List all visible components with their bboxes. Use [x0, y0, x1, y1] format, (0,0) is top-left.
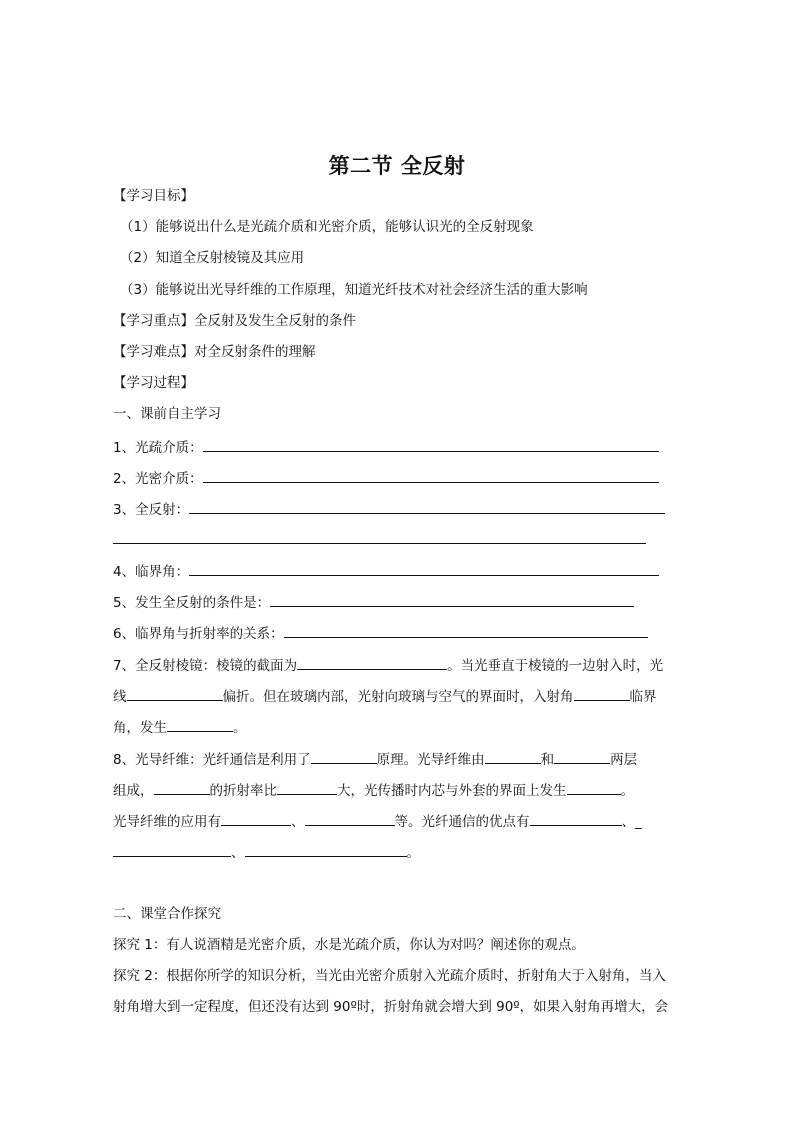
objectives-header: 【学习目标】 [113, 188, 194, 204]
q8-text-14: 。 [406, 845, 420, 861]
answer-blank-6[interactable] [284, 623, 648, 638]
objective-item-2: （2）知道全反射棱镜及其应用 [120, 250, 305, 266]
question-7-line-2 [113, 686, 657, 706]
question-8-line-2 [113, 780, 634, 800]
q8-text-5: 组成， [113, 783, 154, 799]
q8-text-10: 、 [291, 814, 305, 830]
question-4-label: 4、临界角： [113, 564, 190, 580]
q7-blank-prism-section[interactable] [297, 655, 447, 670]
q8-blank-core[interactable] [154, 780, 210, 795]
q7-blank-deflection[interactable] [127, 686, 223, 701]
answer-blank-5[interactable] [270, 592, 634, 607]
q7-text-1: 7、全反射棱镜：棱镜的截面为 [113, 658, 298, 674]
question-2-label: 2、光密介质： [113, 471, 203, 487]
question-4 [113, 561, 659, 581]
q8-blank-application-1[interactable] [221, 811, 291, 826]
q8-text-6: 的折射率比 [209, 783, 277, 799]
q8-text-4: 两层 [610, 752, 638, 768]
question-1 [113, 437, 659, 457]
answer-blank-4[interactable] [189, 561, 659, 576]
objective-item-3: （3）能够说出光导纤维的工作原理，知道光纤技术对社会经济生活的重大影响 [120, 282, 588, 298]
key-point-label: 【学习重点】 [113, 313, 194, 329]
question-5 [113, 592, 634, 612]
exploration-2-line-1: 探究 2：根据你所学的知识分析，当光由光密介质射入光疏介质时，折射角大于入射角，当入 [113, 968, 666, 984]
q8-blank-layer-2[interactable] [554, 749, 610, 764]
objective-item-1: （1）能够说出什么是光疏介质和光密介质，能够认识光的全反射现象 [120, 219, 534, 235]
q7-text-7: 。 [233, 720, 247, 736]
q7-text-2: 。当光垂直于棱镜的一边射入时，光 [447, 658, 664, 674]
question-5-label: 5、发生全反射的条件是： [113, 595, 271, 611]
q7-text-3: 线 [113, 689, 127, 705]
question-1-label: 1、光疏介质： [113, 440, 203, 456]
q8-text-12: 、_ [621, 814, 642, 830]
q8-text-2: 原理。光导纤维由 [376, 752, 485, 768]
key-point-row [113, 312, 356, 330]
process-header: 【学习过程】 [113, 375, 194, 391]
question-3 [113, 499, 665, 519]
key-point-text: 全反射及发生全反射的条件 [194, 313, 356, 329]
q7-blank-phenomenon[interactable] [167, 717, 233, 732]
exploration-2-line-2: 射角增大到一定程度，但还没有达到 90º时，折射角就会增大到 90º，如果入射角再增大，会 [113, 999, 669, 1015]
question-3-label: 3、全反射： [113, 502, 190, 518]
q8-text-9: 光导纤维的应用有 [113, 814, 221, 830]
question-6-label: 6、临界角与折射率的关系： [113, 626, 284, 642]
q8-text-8: 。 [620, 783, 634, 799]
q7-text-5: 临界 [629, 689, 657, 705]
section2-heading: 二、课堂合作探究 [113, 906, 221, 922]
question-6 [113, 623, 648, 643]
q8-text-3: 和 [540, 752, 555, 768]
q8-blank-application-2[interactable] [305, 811, 395, 826]
question-8-line-4 [113, 842, 420, 862]
answer-blank-3[interactable] [189, 499, 665, 514]
q8-text-13: 、 [231, 845, 245, 861]
q7-blank-compare[interactable] [574, 686, 630, 701]
q7-text-6: 角，发生 [113, 720, 167, 736]
question-7-line-3 [113, 717, 247, 737]
exploration-1: 探究 1：有人说酒精是光密介质，水是光疏介质，你认为对吗？阐述你的观点。 [113, 937, 585, 953]
q7-text-4: 偏折。但在玻璃内部，光射向玻璃与空气的界面时，入射角 [222, 689, 574, 705]
q8-blank-advantage-2[interactable] [113, 842, 231, 857]
q8-blank-layer-1[interactable] [485, 749, 541, 764]
q8-blank-reflection[interactable] [567, 780, 621, 795]
answer-blank-1[interactable] [203, 437, 659, 452]
q8-text-11: 等。光纤通信的优点有 [394, 814, 530, 830]
difficulty-label: 【学习难点】 [113, 344, 194, 360]
answer-blank-3-continued[interactable] [113, 543, 646, 544]
q8-blank-advantage-1[interactable] [530, 811, 622, 826]
answer-blank-2[interactable] [203, 468, 659, 483]
difficulty-row [113, 343, 316, 361]
q8-text-7: 大，光传播时内芯与外套的界面上发生 [337, 783, 567, 799]
section1-heading: 一、课前自主学习 [113, 406, 221, 422]
question-8-line-1 [113, 749, 637, 769]
question-2 [113, 468, 659, 488]
question-8-line-3 [113, 811, 642, 831]
difficulty-text: 对全反射条件的理解 [194, 344, 316, 360]
q8-text-1: 8、光导纤维：光纤通信是利用了 [113, 752, 311, 768]
q8-blank-advantage-3[interactable] [245, 842, 407, 857]
q8-blank-principle[interactable] [311, 749, 377, 764]
q8-blank-cladding[interactable] [277, 780, 337, 795]
question-7-line-1 [113, 655, 663, 675]
page-title: 第二节 全反射 [328, 154, 466, 178]
